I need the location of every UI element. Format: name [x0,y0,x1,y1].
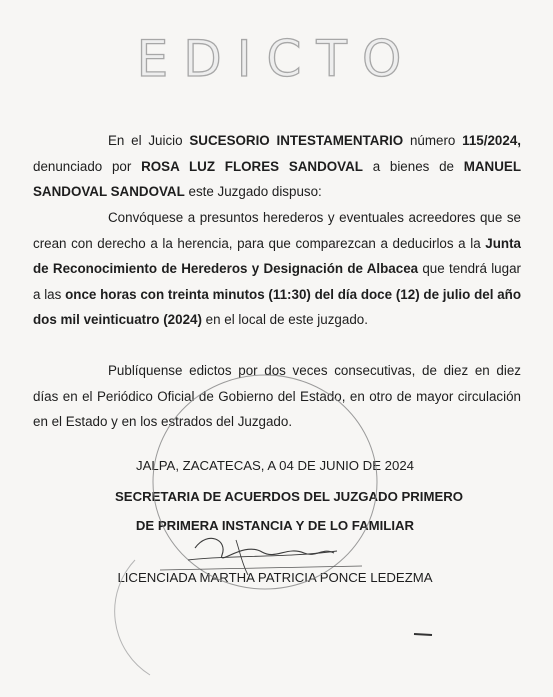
case-number: 115/2024, [462,133,521,148]
seal-arc-left [115,560,150,675]
signatory-name: LICENCIADA MARTHA PATRICIA PONCE LEDEZMA [117,570,433,585]
office-line-1: SECRETARIA DE ACUERDOS DEL JUZGADO PRIMERO [115,489,464,504]
place-date: JALPA, ZACATECAS, A 04 DE JUNIO DE 2024 [135,458,415,473]
case-type: SUCESORIO INTESTAMENTARIO [189,133,404,148]
paragraph-publication: Publíquense edictos por dos veces consecutivas, de diez en diez días en el Periódico Oficial de Gobierno del Estado, en otro de mayor circulación en el Estado y en los estrados del Juzgado. [33,363,521,430]
hearing-datetime: once horas con treinta minutos (11:30) del día doce (12) de julio del año dos mil veinticuatro (2024) [33,286,521,328]
handwritten-signature [195,538,334,558]
ink-mark [414,634,432,635]
signature-stroke-2 [236,540,248,575]
document-title: EDICTO [136,30,417,88]
paragraph-summons: Convóquese a presuntos herederos y eventuales acreedores que se crean con derecho a la herencia, para que comparezcan a deducirlos a la Junta de Reconocimiento de Herederos y Designación de Albacea que tendrá lugar a las once horas con treinta minutos (11:30) del día doce (12) de julio del año dos mil veinticuatro (2024) en el local de este juzgado. [33,210,521,328]
deceased-name: MANUEL SANDOVAL SANDOVAL [33,158,521,200]
claimant-name: ROSA LUZ FLORES SANDOVAL [141,158,363,174]
paragraph-case-intro: En el Juicio SUCESORIO INTESTAMENTARIO número 115/2024, denunciado por ROSA LUZ FLORES SANDOVAL a bienes de MANUEL SANDOVAL SANDOVAL este Juzgado dispuso: [33,133,521,200]
office-line-2: DE PRIMERA INSTANCIA Y DE LO FAMILIAR [135,518,415,533]
hearing-name: Junta de Reconocimiento de Herederos y Designación de Albacea [33,235,521,277]
official-seal-circle [153,375,377,589]
